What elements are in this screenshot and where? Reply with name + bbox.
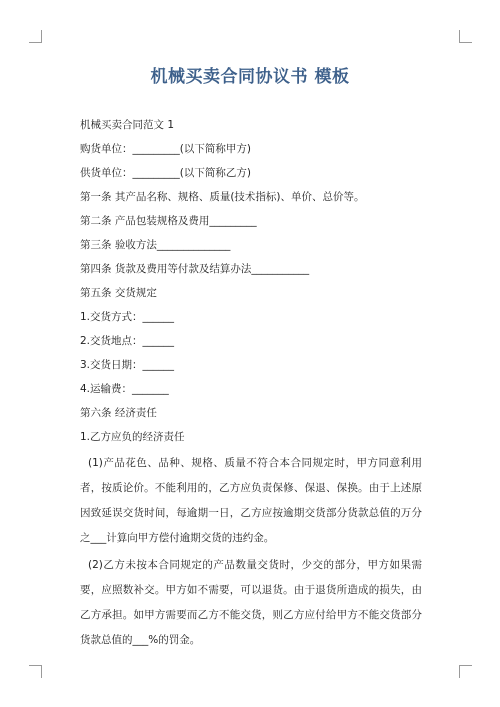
article-4: 第四条 货款及费用等付款及结算办法___________: [80, 263, 310, 275]
document-title: 机械买卖合同协议书 模板: [150, 67, 350, 87]
liability-paragraph-2-text: (2)乙方未按本合同规定的产品数量交货时，少交的部分，甲方如果需要，应照数补交。甲方如不需要，可以退货。由于退货所造成的损失，由乙方承担。如甲方需要而乙方不能交货，则乙方应付给甲方不能交货部分货款总值的___%的罚金。: [80, 559, 422, 646]
crop-mark-top-left: [29, 30, 42, 43]
supplier-line: 供货单位：_________(以下简称乙方): [80, 167, 251, 179]
liability-paragraph-1: [80, 451, 422, 551]
article-5: 第五条 交货规定: [80, 287, 157, 299]
article-1: 第一条 其产品名称、规格、质量(技术指标)、单价、总价等。: [80, 191, 365, 203]
subtitle-line: 机械买卖合同范文 1: [80, 119, 175, 131]
shipping-fee: 4.运输费：_______: [80, 383, 169, 395]
document-body: [80, 113, 422, 653]
crop-mark-bottom-right: [459, 665, 472, 678]
crop-mark-top-right: [459, 30, 472, 43]
article-2: 第二条 产品包装规格及费用_________: [80, 215, 257, 227]
delivery-date: 3.交货日期：______: [80, 359, 175, 371]
liability-paragraph-1-text: (1)产品花色、品种、规格、质量不符合本合同规定时，甲方同意利用者，按质论价。不能利用的，乙方应负责保修、保退、保换。由于上述原因致延误交货时间，每逾期一日，乙方应按逾期交货部分货款总值的万分之___计算向甲方偿付逾期交货的违约金。: [80, 457, 422, 544]
liability-paragraph-2: [80, 553, 422, 653]
crop-mark-bottom-left: [29, 665, 42, 678]
article-6: 第六条 经济责任: [80, 407, 157, 419]
delivery-location: 2.交货地点：______: [80, 335, 175, 347]
article-3: 第三条 验收方法______________: [80, 239, 231, 251]
delivery-method: 1.交货方式：______: [80, 311, 175, 323]
seller-liability-heading: 1.乙方应负的经济责任: [80, 431, 185, 443]
buyer-line: 购货单位：_________(以下简称甲方): [80, 143, 251, 155]
